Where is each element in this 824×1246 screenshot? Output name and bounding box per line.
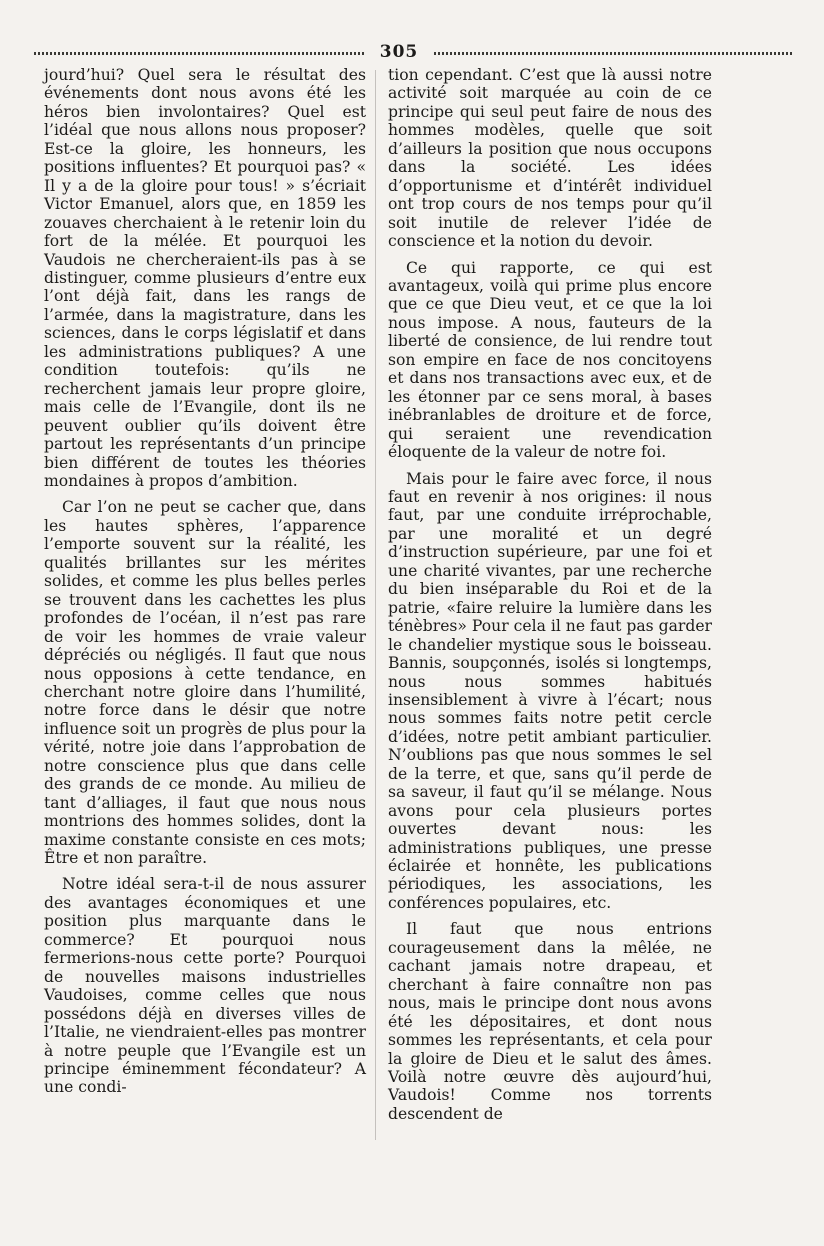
column-separator: [375, 70, 376, 1140]
header-rule-left: [34, 52, 364, 55]
page-header: [34, 42, 794, 64]
paragraph: Car l’on ne peut se cacher que, dans les hautes sphères, l’apparence l’emporte souvent sur la réalité, les qualités brillantes sur les mérites solides, et comme les plus belles perles se trouvent dans les cachettes les plus profondes de l’océan, il n’est pas rare de voir les hommes de vraie valeur dépréciés ou négligés. Il faut que nous nous opposions à cette tendance, en cherchant notre gloire dans l’humilité, notre force dans le désir que notre influence soit un progrès de plus pour la vérité, notre joie dans l’approbation de notre conscience plus que dans celle des grands de ce monde. Au milieu de tant d’alliages, il faut que nous nous montrions des hommes solides, dont la maxime constante consiste en ces mots; Être et non paraître.: [44, 498, 366, 868]
header-rule-right: [434, 52, 794, 55]
paragraph: Mais pour le faire avec force, il nous faut en revenir à nos origines: il nous faut, par une conduite irréprochable, par une moralité et un degré d’instruction supérieure, par une foi et une charité vivantes, par une recherche du bien inséparable du Roi et de la patrie, «faire reluire la lumière dans les ténèbres» Pour cela il ne faut pas garder le chandelier mystique sous le boisseau. Bannis, soupçonnés, isolés si longtemps, nous nous sommes habitués insensiblement à vivre à l’écart; nous nous sommes faits notre petit cercle d’idées, notre petit ambiant particulier. N’oublions pas que nous sommes le sel de la terre, et que, sans qu’il perde de sa saveur, il faut qu’il se mélange. Nous avons pour cela plusieurs portes ouvertes devant nous: les administrations publiques, une presse éclairée et honnête, les publications périodiques, les associations, les conférences populaires, etc.: [388, 469, 712, 912]
left-column: [44, 66, 366, 1097]
paragraph: Il faut que nous entrions courageusement dans la mêlée, ne cachant jamais notre drapeau, et cherchant à faire connaître non pas nous, mais le principe dont nous avons été les dépositaires, et dont nous sommes les représentants, et cela pour la gloire de Dieu et le salut des âmes. Voilà notre œuvre dès aujourd’hui, Vaudois! Comme nos torrents descendent de: [388, 920, 712, 1123]
paragraph: Ce qui rapporte, ce qui est avantageux, voilà qui prime plus encore que ce que Dieu veut, et ce que la loi nous impose. A nous, fauteurs de la liberté de consience, de lui rendre tout son empire en face de nos concitoyens et dans nos transactions avec eux, et de les étonner par ce sens moral, à bases inébranlables de droiture et de force, qui seraient une revendication éloquente de la valeur de notre foi.: [388, 258, 712, 462]
paragraph: Notre idéal sera-t-il de nous assurer des avantages économiques et une position plus marquante dans le commerce? Et pourquoi nous fermerions-nous cette porte? Pourquoi de nouvelles maisons industrielles Vaudoises, comme celles que nous possédons déjà en diverses villes de l’Italie, ne viendraient-elles pas montrer à notre peuple que l’Evangile est un principe éminemment fécondateur? A une condi-: [44, 875, 366, 1097]
paragraph: tion cependant. C’est que là aussi notre activité soit marquée au coin de ce principe qui seul peut faire de nous des hommes modèles, quelle que soit d’ailleurs la position que nous occupons dans la société. Les idées d’opportunisme et d’intérêt individuel ont trop cours de nos temps pour qu’il soit inutile de relever l’idée de conscience et la notion du devoir.: [388, 66, 712, 251]
paragraph: jourd’hui? Quel sera le résultat des événements dont nous avons été les héros bien involontaires? Quel est l’idéal que nous allons nous proposer? Est-ce la gloire, les honneurs, les positions influentes? Et pourquoi pas? « Il y a de la gloire pour tous! » s’écriait Victor Emanuel, alors que, en 1859 les zouaves cherchaient à le retenir loin du fort de la mélée. Et pourquoi les Vaudois ne chercheraient-ils pas à se distinguer, comme plusieurs d’entre eux l’ont déjà fait, dans les rangs de l’armée, dans la magistrature, dans les sciences, dans le corps législatif et dans les administrations publiques? A une condition toutefois: qu’ils ne recherchent jamais leur propre gloire, mais celle de l’Evangile, dont ils ne peuvent oublier qu’ils doivent être partout les représentants d’un principe bien différent de toutes les théories mondaines à propos d’ambition.: [44, 66, 366, 490]
right-column: [388, 66, 712, 1123]
page-number: 305: [379, 42, 419, 62]
